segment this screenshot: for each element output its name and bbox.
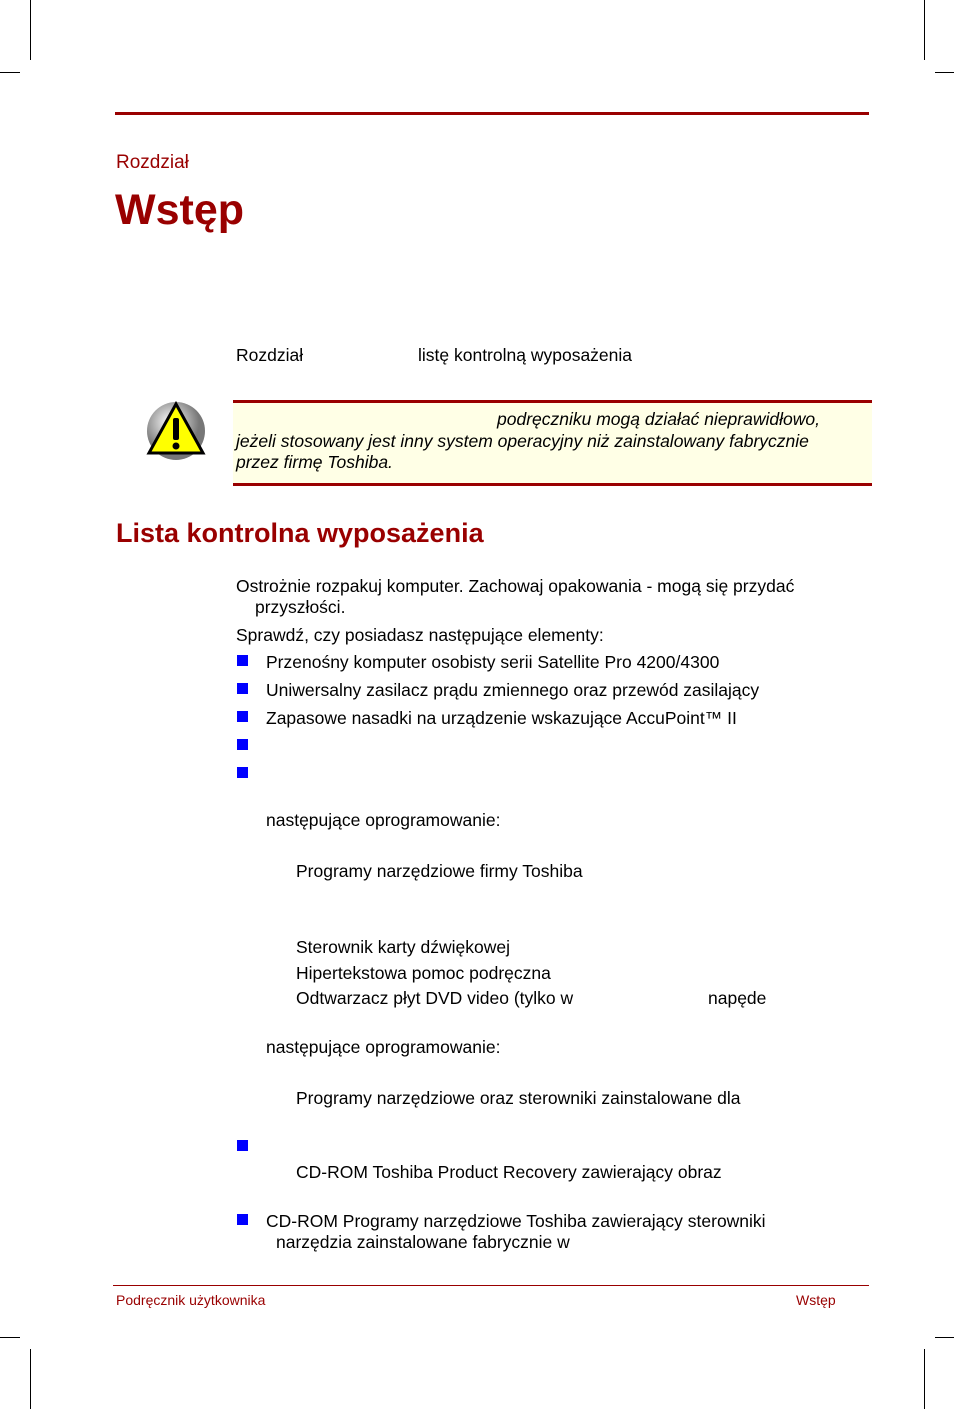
list-item: Uniwersalny zasilacz prądu zmiennego oraz przewód zasilający (266, 680, 760, 700)
section-heading: Lista kontrolna wyposażenia (116, 518, 484, 548)
sub-item: CD-ROM Toshiba Product Recovery zawierający obraz (296, 1162, 722, 1182)
warning-icon (146, 401, 206, 461)
list-text: następujące oprogramowanie: (266, 810, 501, 830)
bullet-icon (237, 1140, 248, 1151)
bullet-icon (237, 739, 248, 750)
sub-item: Hipertekstowa pomoc podręczna (296, 963, 551, 983)
crop-mark (0, 72, 20, 73)
crop-mark (924, 0, 925, 60)
bullet-icon (237, 711, 248, 722)
sub-item: napęde (708, 988, 767, 1008)
footer-title: Podręcznik użytkownika (116, 1292, 266, 1308)
footer-chapter: Wstęp (796, 1292, 836, 1308)
sub-item: Programy narzędziowe firmy Toshiba (296, 861, 583, 881)
list-item: CD-ROM Programy narzędziowe Toshiba zawierający sterowniki (266, 1211, 766, 1231)
crop-mark (0, 1337, 20, 1338)
warning-text: przez firmę Toshiba. (236, 452, 393, 472)
list-item: narzędzia zainstalowane fabrycznie w (276, 1232, 570, 1252)
warning-note (233, 400, 872, 486)
warning-text: podręczniku mogą działać nieprawidłowo, (497, 409, 820, 429)
chapter-label: Rozdział (116, 152, 189, 173)
sub-item: Programy narzędziowe oraz sterowniki zainstalowane dla (296, 1088, 741, 1108)
page-title: Wstęp (115, 186, 244, 234)
list-item: Zapasowe nasadki na urządzenie wskazujące AccuPoint™ II (266, 708, 737, 728)
paragraph: Sprawdź, czy posiadasz następujące elementy: (236, 625, 604, 645)
intro-text: listę kontrolną wyposażenia (418, 345, 633, 365)
paragraph: Ostrożnie rozpakuj komputer. Zachowaj opakowania - mogą się przydać (236, 576, 795, 596)
sub-item: Sterownik karty dźwiękowej (296, 937, 510, 957)
crop-mark (30, 1349, 31, 1409)
list-item: Przenośny komputer osobisty serii Satellite Pro 4200/4300 (266, 652, 720, 672)
intro-text: Rozdział (236, 345, 304, 365)
sub-item: Odtwarzacz płyt DVD video (tylko w (296, 988, 574, 1008)
paragraph: przyszłości. (255, 597, 346, 617)
footer-rule (113, 1285, 869, 1286)
warning-text: jeżeli stosowany jest inny system operacyjny niż zainstalowany fabrycznie (236, 431, 809, 451)
header-rule (115, 112, 869, 115)
list-text: następujące oprogramowanie: (266, 1037, 501, 1057)
bullet-icon (237, 1214, 248, 1225)
crop-mark (924, 1349, 925, 1409)
bullet-icon (237, 655, 248, 666)
crop-mark (30, 0, 31, 60)
bullet-icon (237, 767, 248, 778)
crop-mark (935, 1337, 954, 1338)
bullet-icon (237, 683, 248, 694)
crop-mark (935, 72, 954, 73)
